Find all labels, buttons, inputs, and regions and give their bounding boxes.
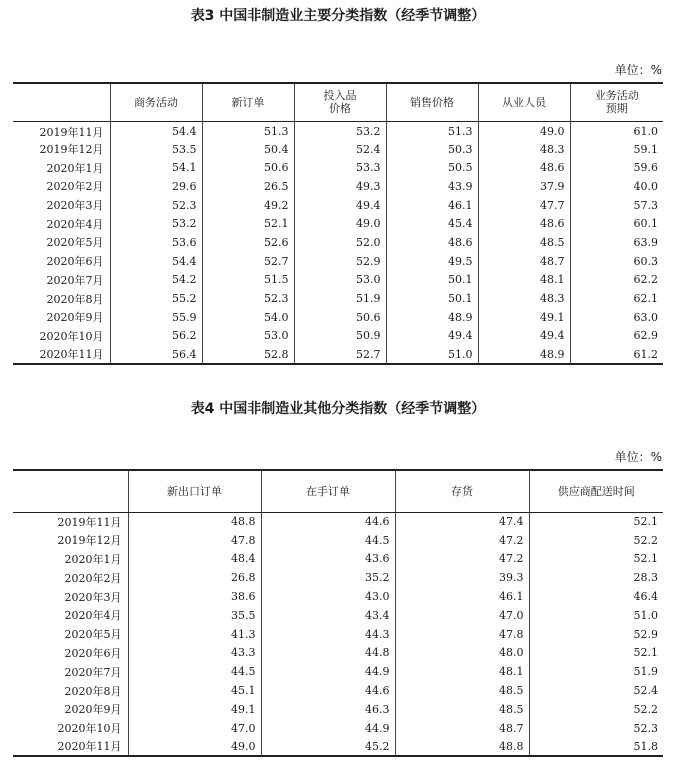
table-cell: 52.1 <box>529 512 663 531</box>
table-cell: 51.8 <box>529 738 663 757</box>
table-cell: 49.0 <box>294 214 386 233</box>
row-label: 2020年11月 <box>39 348 104 362</box>
table-cell: 49.2 <box>202 196 294 215</box>
column-header: 在手订单 <box>261 470 395 512</box>
table-cell: 52.3 <box>202 289 294 308</box>
table-cell: 29.6 <box>110 177 202 196</box>
table-row <box>13 252 663 271</box>
table-cell: 43.4 <box>261 606 395 625</box>
table4-header-row <box>13 470 663 512</box>
table3-title: 表3 中国非制造业主要分类指数（经季节调整） <box>190 8 486 24</box>
table-row <box>13 177 663 196</box>
row-label: 2020年6月 <box>64 646 122 660</box>
table3-unit: 单位：% <box>614 63 662 77</box>
table-row <box>13 700 663 719</box>
table-cell: 46.3 <box>261 700 395 719</box>
table-cell: 52.0 <box>294 233 386 252</box>
table-cell: 50.6 <box>202 158 294 177</box>
table-row <box>13 681 663 700</box>
row-label: 2020年10月 <box>39 329 104 343</box>
table-cell: 43.3 <box>128 644 261 663</box>
table-row <box>13 214 663 233</box>
table-cell: 53.6 <box>110 233 202 252</box>
table-row <box>13 327 663 346</box>
table-cell: 47.0 <box>395 606 529 625</box>
table-row <box>13 568 663 587</box>
table-row <box>13 719 663 738</box>
table-cell: 52.4 <box>529 681 663 700</box>
column-header: 新出口订单 <box>128 470 261 512</box>
row-label: 2020年8月 <box>64 684 122 698</box>
table-cell: 49.4 <box>294 196 386 215</box>
table-cell: 49.0 <box>478 121 570 140</box>
table-cell: 47.4 <box>395 512 529 531</box>
table-row <box>13 738 663 757</box>
row-label: 2020年9月 <box>64 703 122 717</box>
table-cell: 52.2 <box>529 700 663 719</box>
header-corner <box>13 470 128 512</box>
table-cell: 44.5 <box>261 531 395 550</box>
table-row <box>13 512 663 531</box>
table-cell: 52.6 <box>202 233 294 252</box>
table-cell: 57.3 <box>570 196 663 215</box>
table-row <box>13 140 663 159</box>
table-cell: 37.9 <box>478 177 570 196</box>
table4-title: 表4 中国非制造业其他分类指数（经季节调整） <box>190 401 486 417</box>
table-row <box>13 625 663 644</box>
table-cell: 47.7 <box>478 196 570 215</box>
table-cell: 47.2 <box>395 531 529 550</box>
table-cell: 52.2 <box>529 531 663 550</box>
column-header: 投入品 价格 <box>294 83 386 121</box>
table-cell: 43.9 <box>386 177 478 196</box>
table-cell: 48.7 <box>478 252 570 271</box>
table-cell: 50.3 <box>386 140 478 159</box>
table-cell: 50.6 <box>294 308 386 327</box>
table-cell: 51.0 <box>386 345 478 364</box>
row-label: 2020年5月 <box>64 628 122 642</box>
table-cell: 50.1 <box>386 271 478 290</box>
table-cell: 48.4 <box>128 550 261 569</box>
row-label: 2020年3月 <box>46 199 104 213</box>
table-cell: 52.8 <box>202 345 294 364</box>
row-label: 2020年4月 <box>64 609 122 623</box>
table-cell: 48.9 <box>478 345 570 364</box>
table3-header-row <box>13 83 663 121</box>
table-cell: 51.9 <box>294 289 386 308</box>
table-cell: 48.5 <box>478 233 570 252</box>
table-cell: 52.1 <box>529 550 663 569</box>
column-header: 业务活动 预期 <box>570 83 663 121</box>
table-cell: 43.6 <box>261 550 395 569</box>
table-cell: 54.4 <box>110 252 202 271</box>
table-cell: 50.5 <box>386 158 478 177</box>
table3-body <box>13 121 663 364</box>
table-row <box>13 345 663 364</box>
row-label: 2020年7月 <box>46 273 104 287</box>
table-cell: 48.6 <box>478 214 570 233</box>
table-cell: 45.4 <box>386 214 478 233</box>
table-cell: 61.0 <box>570 121 663 140</box>
table-row <box>13 121 663 140</box>
table3 <box>13 82 663 365</box>
row-label: 2020年3月 <box>64 590 122 604</box>
table-cell: 51.5 <box>202 271 294 290</box>
table-cell: 54.0 <box>202 308 294 327</box>
table-cell: 49.0 <box>128 738 261 757</box>
table-row <box>13 550 663 569</box>
column-header: 从业人员 <box>478 83 570 121</box>
table-cell: 44.9 <box>261 662 395 681</box>
row-label: 2020年7月 <box>64 665 122 679</box>
table-cell: 49.4 <box>386 327 478 346</box>
table-cell: 52.1 <box>202 214 294 233</box>
row-label: 2019年12月 <box>39 143 104 157</box>
table-cell: 62.2 <box>570 271 663 290</box>
table-cell: 38.6 <box>128 587 261 606</box>
table-cell: 54.4 <box>110 121 202 140</box>
table-cell: 39.3 <box>395 568 529 587</box>
table4-unit: 单位：% <box>614 450 662 464</box>
table-cell: 48.8 <box>395 738 529 757</box>
table-row <box>13 233 663 252</box>
table-cell: 48.3 <box>478 140 570 159</box>
column-header: 存货 <box>395 470 529 512</box>
table-cell: 48.6 <box>478 158 570 177</box>
table-cell: 52.3 <box>529 719 663 738</box>
table-cell: 28.3 <box>529 568 663 587</box>
column-header: 销售价格 <box>386 83 478 121</box>
column-header: 新订单 <box>202 83 294 121</box>
row-label: 2020年2月 <box>46 180 104 194</box>
table-cell: 49.3 <box>294 177 386 196</box>
table-cell: 26.8 <box>128 568 261 587</box>
table-cell: 48.7 <box>395 719 529 738</box>
table-row <box>13 587 663 606</box>
table-cell: 49.5 <box>386 252 478 271</box>
table-cell: 46.4 <box>529 587 663 606</box>
row-label: 2020年8月 <box>46 292 104 306</box>
table-cell: 40.0 <box>570 177 663 196</box>
table-cell: 53.5 <box>110 140 202 159</box>
table4 <box>13 469 663 757</box>
table-cell: 44.3 <box>261 625 395 644</box>
row-label: 2020年4月 <box>46 217 104 231</box>
table-row <box>13 662 663 681</box>
table-cell: 63.0 <box>570 308 663 327</box>
table-cell: 53.2 <box>110 214 202 233</box>
row-label: 2020年5月 <box>46 236 104 250</box>
table-cell: 46.1 <box>395 587 529 606</box>
table-cell: 50.9 <box>294 327 386 346</box>
table-cell: 62.1 <box>570 289 663 308</box>
table-cell: 52.1 <box>529 644 663 663</box>
table-cell: 48.9 <box>386 308 478 327</box>
header-corner <box>13 83 110 121</box>
table-cell: 48.6 <box>386 233 478 252</box>
table-cell: 53.3 <box>294 158 386 177</box>
table-cell: 60.3 <box>570 252 663 271</box>
table-cell: 59.6 <box>570 158 663 177</box>
table-row <box>13 271 663 290</box>
table-cell: 47.8 <box>395 625 529 644</box>
column-header: 供应商配送时间 <box>529 470 663 512</box>
table-cell: 52.9 <box>529 625 663 644</box>
table-cell: 53.0 <box>202 327 294 346</box>
table-cell: 55.2 <box>110 289 202 308</box>
table-cell: 49.1 <box>478 308 570 327</box>
table-cell: 63.9 <box>570 233 663 252</box>
table-cell: 44.6 <box>261 681 395 700</box>
table-row <box>13 289 663 308</box>
table-cell: 62.9 <box>570 327 663 346</box>
table-row <box>13 308 663 327</box>
table-row <box>13 196 663 215</box>
table-cell: 59.1 <box>570 140 663 159</box>
table-cell: 49.1 <box>128 700 261 719</box>
table-cell: 52.3 <box>110 196 202 215</box>
table-cell: 47.2 <box>395 550 529 569</box>
table-cell: 56.4 <box>110 345 202 364</box>
table-cell: 44.8 <box>261 644 395 663</box>
table-cell: 41.3 <box>128 625 261 644</box>
column-header: 商务活动 <box>110 83 202 121</box>
table4-body <box>13 512 663 756</box>
table-cell: 51.9 <box>529 662 663 681</box>
table-cell: 48.1 <box>395 662 529 681</box>
table-cell: 52.7 <box>202 252 294 271</box>
table-cell: 61.2 <box>570 345 663 364</box>
table-cell: 44.6 <box>261 512 395 531</box>
table-cell: 35.2 <box>261 568 395 587</box>
row-label: 2020年1月 <box>46 161 104 175</box>
table-cell: 44.5 <box>128 662 261 681</box>
table-row <box>13 606 663 625</box>
table-cell: 48.8 <box>128 512 261 531</box>
table-cell: 48.3 <box>478 289 570 308</box>
table-row <box>13 531 663 550</box>
table-cell: 47.0 <box>128 719 261 738</box>
row-label: 2019年11月 <box>57 515 122 529</box>
table-cell: 35.5 <box>128 606 261 625</box>
table-cell: 46.1 <box>386 196 478 215</box>
table-cell: 48.5 <box>395 681 529 700</box>
row-label: 2020年10月 <box>57 722 122 736</box>
table-cell: 50.4 <box>202 140 294 159</box>
row-label: 2020年1月 <box>64 552 122 566</box>
table-cell: 45.1 <box>128 681 261 700</box>
table-cell: 54.1 <box>110 158 202 177</box>
table-cell: 43.0 <box>261 587 395 606</box>
table-cell: 50.1 <box>386 289 478 308</box>
row-label: 2019年11月 <box>39 125 104 139</box>
row-label: 2020年11月 <box>57 740 122 754</box>
table-row <box>13 158 663 177</box>
table-cell: 51.3 <box>202 121 294 140</box>
table-cell: 56.2 <box>110 327 202 346</box>
table-cell: 48.5 <box>395 700 529 719</box>
table-cell: 26.5 <box>202 177 294 196</box>
row-label: 2019年12月 <box>57 534 122 548</box>
table-cell: 53.2 <box>294 121 386 140</box>
row-label: 2020年6月 <box>46 255 104 269</box>
table-cell: 48.1 <box>478 271 570 290</box>
row-label: 2020年9月 <box>46 311 104 325</box>
table-row <box>13 644 663 663</box>
table-cell: 52.4 <box>294 140 386 159</box>
row-label: 2020年2月 <box>64 571 122 585</box>
table-cell: 52.9 <box>294 252 386 271</box>
table-cell: 53.0 <box>294 271 386 290</box>
table-cell: 49.4 <box>478 327 570 346</box>
table-cell: 51.3 <box>386 121 478 140</box>
table-cell: 55.9 <box>110 308 202 327</box>
table-cell: 48.0 <box>395 644 529 663</box>
table-cell: 52.7 <box>294 345 386 364</box>
table-cell: 45.2 <box>261 738 395 757</box>
table-cell: 44.9 <box>261 719 395 738</box>
table-cell: 54.2 <box>110 271 202 290</box>
table-cell: 60.1 <box>570 214 663 233</box>
table-cell: 51.0 <box>529 606 663 625</box>
table-cell: 47.8 <box>128 531 261 550</box>
